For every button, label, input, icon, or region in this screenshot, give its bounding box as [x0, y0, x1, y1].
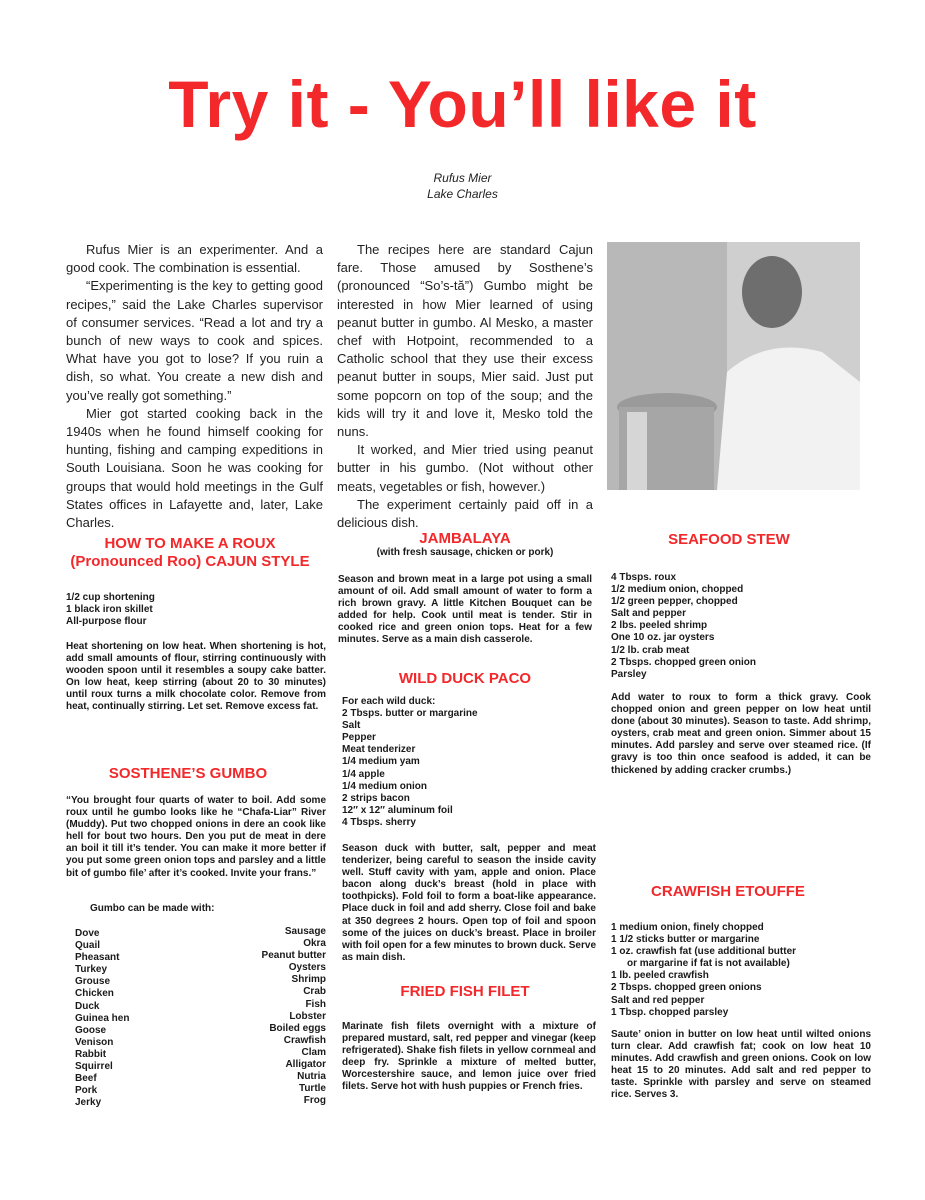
list-item: Guinea hen [75, 1012, 130, 1024]
list-item: Clam [301, 1046, 326, 1058]
list-item: Crawfish [283, 1034, 326, 1046]
list-item: Alligator [285, 1059, 326, 1071]
author-name: Rufus Mier [433, 171, 492, 185]
list-item: One 10 oz. jar oysters [611, 632, 715, 644]
jambalaya-subheading: (with fresh sausage, chicken or pork) [376, 547, 554, 558]
list-item: Jerky [75, 1097, 102, 1109]
roux-ingredients [66, 592, 155, 628]
list-item: Lobster [289, 1010, 326, 1022]
jambalaya-directions: Season and brown meat in a large pot using a small amount of oil. Add small amount of water to form a rich brown gravy. A little Kitchen Bouquet can be added for help. Cook until meat is tender. Stir in cooked rice and green onion tops. Heat for a few minutes. Serve as a main dish casserole. [338, 574, 592, 646]
page-title: Try it - You’ll like it [168, 67, 757, 141]
list-item: 2 Tbsps. chopped green onion [611, 656, 757, 668]
list-item: Dove [75, 928, 100, 939]
stew-ingredients [611, 572, 756, 681]
intro-column-1 [66, 241, 323, 532]
list-item: Goose [75, 1024, 107, 1036]
list-item: Quail [75, 940, 101, 952]
gumbo-meats-list [75, 928, 129, 1109]
etouffe-heading: CRAWFISH ETOUFFE [651, 883, 805, 900]
gumbo-directions: “You brought four quarts of water to boil. Add some roux until he gumbo looks like he “Chafa-Liar” River (Muddy). Put two chopped onions in dere an cook like hell for bout two hours. Den you put de meat in dere an boil it till it’s tender. You can make it more better if you put some green onion tops and parsley and a little bit of gumbo file’ after it’s cooked. Invite your frans.” [66, 795, 326, 879]
list-item: 1/4 medium onion [342, 780, 428, 792]
list-item: 12″ x 12″ aluminum foil [342, 804, 453, 816]
list-item: 1 medium onion, finely chopped [611, 922, 764, 933]
list-item: Nutria [297, 1071, 326, 1083]
list-item: 1/2 green pepper, chopped [611, 596, 738, 608]
stew-directions: Add water to roux to form a thick gravy. Cook chopped onion and green pepper on low heat until done (about 30 minutes). Season to taste. Add shrimp, oysters, crab meat and green onion. Simmer about 15 minutes. Add parsley and serve over steamed rice. (If gravy is too thin once seafood is added, it can be thickened by adding cracker crumbs.) [611, 692, 871, 776]
list-item: 1 black iron skillet [66, 604, 153, 616]
list-item: Parsley [611, 668, 647, 680]
roux-directions: Heat shortening on low heat. When shortening is hot, add small amounts of flour, stirring continuously with wooden spoon until it resembles a soupy cake batter. On low heat, keep stirring (about 20 to 30 minutes) until roux turns a milk chocolate color. Remove from heat, continually stirring. Let set. Remove excess fat. [66, 641, 326, 713]
list-item: Pheasant [75, 952, 120, 964]
list-item: Salt and pepper [611, 608, 687, 620]
list-item: Grouse [75, 976, 111, 988]
duck-ingredients [342, 696, 478, 829]
list-item: 1/2 lb. crab meat [611, 644, 690, 656]
gumbo-other-list [226, 926, 326, 1107]
list-item: Salt [342, 720, 361, 732]
list-item: Sausage [284, 926, 326, 937]
list-item: 1 lb. peeled crawfish [611, 970, 709, 982]
intro-paragraph: The experiment certainly paid off in a delicious dish. [337, 496, 593, 531]
list-item: 4 Tbsps. roux [611, 572, 677, 583]
jambalaya-heading: JAMBALAYA [419, 530, 511, 547]
list-item: For each wild duck: [342, 696, 436, 707]
stew-heading: SEAFOOD STEW [668, 531, 790, 548]
intro-paragraph: Mier got started cooking back in the 1940s when he found himself cooking for hunting, fishing and camping expeditions in South Louisiana. Soon he was cooking for groups that would hold meetings in the Gulf States offices in Lafayette and, later, Lake Charles. [66, 405, 323, 531]
list-item: Beef [75, 1073, 97, 1085]
list-item: Turkey [75, 964, 108, 976]
fish-directions: Marinate fish filets overnight with a mixture of prepared mustard, salt, red pepper and vinegar (keep refrigerated). Shake fish filets in yellow cornmeal and deep fry. Sprinkle a mixture of melted butter, Worcestershire sauce, and lemon juice over fried filets. Serve hot with hush puppies or French fries. [342, 1021, 596, 1093]
duck-heading: WILD DUCK PACO [398, 670, 532, 687]
list-item: Oysters [288, 962, 326, 974]
list-item: Venison [75, 1036, 114, 1048]
etouffe-directions: Saute’ onion in butter on low heat until wilted onions turn clear. Add crawfish fat; cook on low heat 10 minutes. Add crawfish and green onions. Cook on low heat 15 to 20 minutes. Add salt and red pepper to taste. Sprinkle with parsley and serve on steamed rice. Serves 3. [611, 1029, 871, 1101]
list-item: Pepper [342, 732, 376, 744]
byline [0, 170, 925, 202]
list-item: 1 1/2 sticks butter or margarine [611, 934, 760, 946]
list-item: Crab [303, 986, 326, 998]
intro-paragraph: It worked, and Mier tried using peanut butter in his gumbo. (Not without other meats, vegetables or fish, however.) [337, 442, 593, 494]
etouffe-ingredients [611, 922, 796, 1019]
list-item: Rabbit [75, 1048, 107, 1060]
intro-paragraph: “Experimenting is the key to getting good recipes,” said the Lake Charles supervisor of consumer services. “Read a lot and try a bunch of new ways to cook and spices. What have you got to lose? If you ruin a dish, so what. You create a new dish and you’ve really got something.” [66, 278, 323, 403]
intro-paragraph: Rufus Mier is an experimenter. And a good cook. The combination is essential. [66, 242, 323, 276]
list-item: 1/2 cup shortening [66, 592, 155, 603]
intro-column-2 [337, 241, 593, 532]
list-item: Chicken [75, 988, 114, 1000]
list-item: Turtle [298, 1083, 326, 1095]
roux-heading [66, 535, 314, 571]
gumbo-heading: SOSTHENE’S GUMBO [108, 765, 268, 782]
list-item: Meat tenderizer [342, 744, 416, 756]
list-item: 1/4 medium yam [342, 756, 420, 768]
list-item: Okra [303, 938, 326, 950]
list-item: All-purpose flour [66, 616, 147, 628]
author-location: Lake Charles [427, 187, 498, 201]
list-item: 1/4 apple [342, 768, 385, 780]
roux-heading-line: (Pronounced Roo) CAJUN STYLE [70, 553, 310, 570]
list-item: 4 Tbsps. sherry [342, 816, 416, 828]
etouffe-ingredients-part2 [611, 970, 796, 1018]
list-item: 1 Tbsp. chopped parsley [611, 1006, 729, 1018]
list-item: 1 oz. crawfish fat (use additional butter [611, 946, 797, 958]
intro-paragraph: The recipes here are standard Cajun fare. Those amused by Sosthene’s (pronounced “So’s-tă”) Gumbo might be interested in how Mier learned of using peanut butter in gumbo. Al Mesko, a master chef with Hotpoint, recommended to a Catholic school that they use their excess peanut butter in soups, Mier said. Just put some popcorn on top of the soup; and the kids will try it and love it, Mesko told the nuns. [337, 242, 593, 440]
list-item: Pork [75, 1085, 98, 1097]
list-item: Salt and red pepper [611, 994, 705, 1006]
list-item: 1/2 medium onion, chopped [611, 584, 744, 596]
fish-heading: FRIED FISH FILET [400, 983, 530, 1000]
list-item: 2 lbs. peeled shrimp [611, 620, 708, 632]
list-item: Shrimp [291, 974, 326, 986]
chef-photo [607, 242, 860, 490]
etouffe-ingredients-part1 [611, 922, 796, 958]
duck-directions: Season duck with butter, salt, pepper and meat tenderizer, being careful to season the inside cavity well. Stuff cavity with yam, apple and onion. Place bacon along duck’s breast (hold in place with toothpicks). Fold foil to form a boat-like appearance. Place duck in foil and add sherry. Close foil and bake at 350 degrees 2 hours. Open top of foil and spoon some of the juices on duck’s breast. Place in broiler with foil open for a few minutes to brown duck. Serve as main dish. [342, 843, 596, 963]
list-item: 2 Tbsps. chopped green onions [611, 982, 762, 994]
chef-photo-image [607, 242, 860, 490]
roux-heading-line: HOW TO MAKE A ROUX [104, 535, 276, 552]
made-with-text: Gumbo can be made with: [90, 903, 215, 914]
list-item: Peanut butter [261, 950, 326, 962]
list-item: Fish [305, 998, 326, 1010]
list-item: Squirrel [75, 1061, 113, 1073]
list-item: Duck [75, 1000, 100, 1012]
list-item: 2 Tbsps. butter or margarine [342, 708, 478, 720]
etouffe-ingredient-continued: or margarine if fat is not available) [627, 958, 790, 970]
list-item: Boiled eggs [269, 1022, 326, 1034]
list-item: Frog [303, 1095, 326, 1107]
gumbo-made-with-label [90, 903, 214, 915]
list-item: 2 strips bacon [342, 792, 410, 804]
